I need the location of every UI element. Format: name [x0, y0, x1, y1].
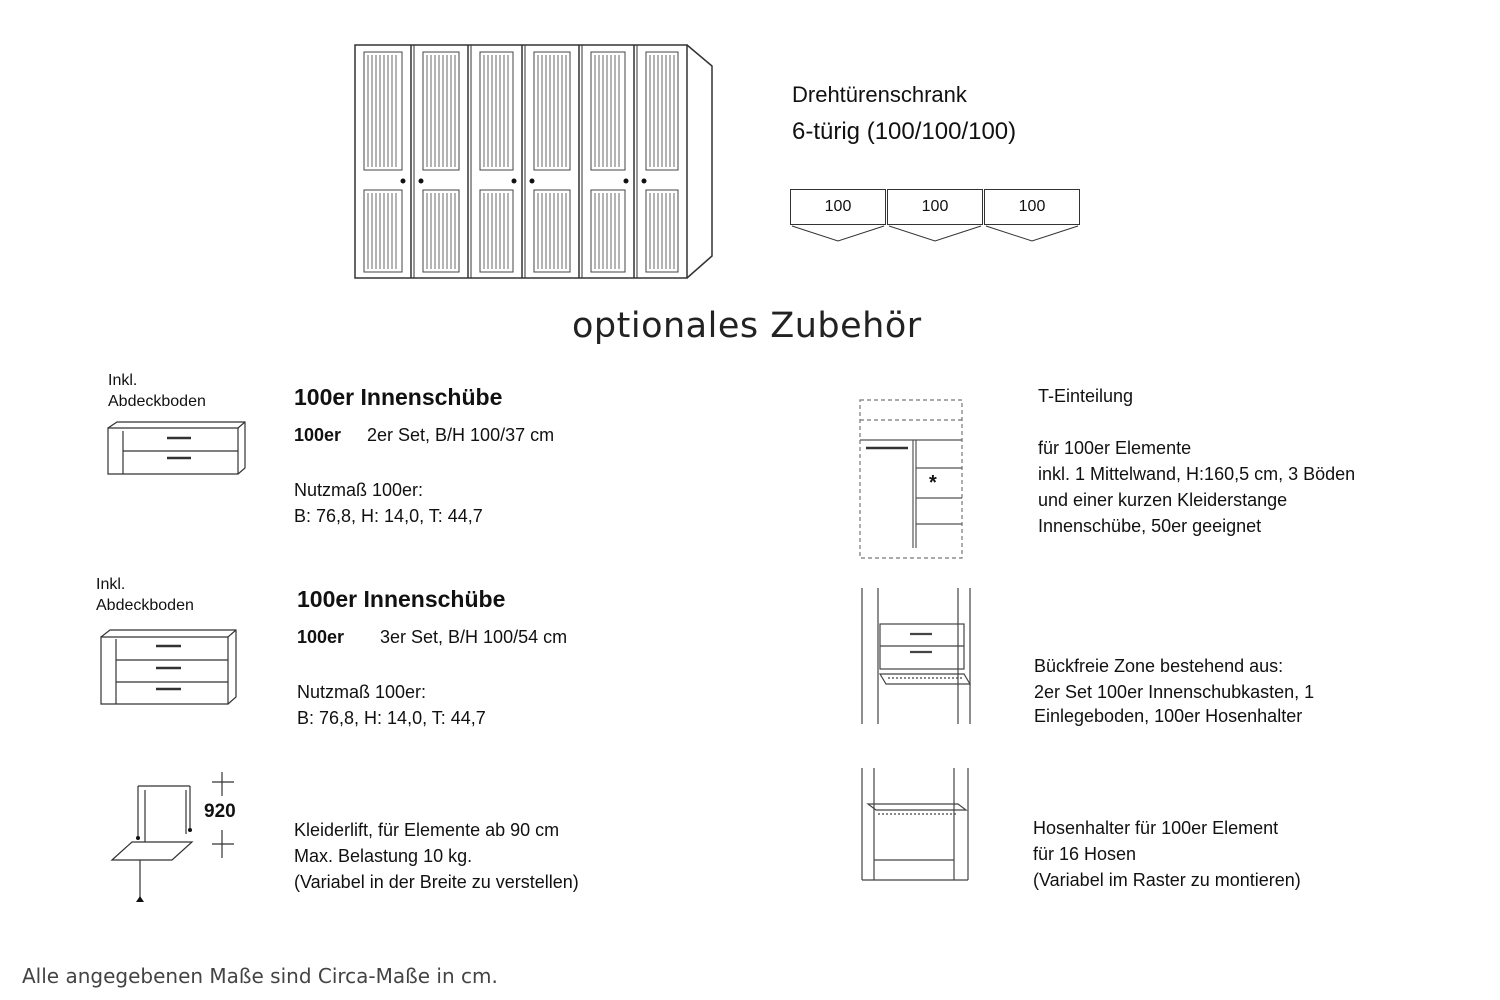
lift-line-2: Max. Belastung 10 kg. — [294, 846, 473, 866]
product-name: Drehtürenschrank — [792, 82, 967, 107]
t-division-line-1: für 100er Elemente — [1038, 438, 1192, 458]
footer-note: Alle angegebenen Maße sind Circa-Maße in cm. — [22, 964, 498, 988]
t-division-line-3: und einer kurzen Kleiderstange — [1038, 490, 1288, 510]
stoop-free-line-1: Bückfreie Zone bestehend aus: — [1034, 656, 1284, 676]
t-division-line-2: inkl. 1 Mittelwand, H:160,5 cm, 3 Böden — [1038, 464, 1356, 484]
stoop-free-line-2: 2er Set 100er Innenschubkasten, 1 — [1034, 682, 1315, 702]
image-label-cover: Abdeckboden — [96, 597, 194, 614]
t-division-title: T-Einteilung — [1038, 386, 1134, 406]
accessory-2-code: 100er — [297, 627, 345, 647]
t-division-marker: * — [929, 472, 937, 494]
accessory-2-title: 100er Innenschübe — [297, 586, 506, 612]
drawer-set-3-illustration — [98, 628, 248, 708]
lift-line-1: Kleiderlift, für Elemente ab 90 cm — [294, 820, 560, 840]
accessory-2-usable-label: Nutzmaß 100er: — [297, 682, 427, 702]
trouser-holder-line-3: (Variabel im Raster zu montieren) — [1033, 870, 1301, 890]
product-variant: 6-türig (100/100/100) — [792, 118, 1017, 145]
clothes-lift-illustration — [100, 768, 250, 908]
element-width-3: 100 — [984, 189, 1080, 225]
image-label-incl: Inkl. — [108, 372, 138, 389]
drawer-set-2-illustration — [105, 420, 255, 480]
image-label-incl: Inkl. — [96, 576, 126, 593]
accessory-1-code: 100er — [294, 425, 342, 445]
trouser-holder-illustration — [858, 766, 978, 886]
lift-dimension: 920 — [204, 801, 236, 822]
accessory-2-usable-dims: B: 76,8, H: 14,0, T: 44,7 — [297, 708, 486, 728]
t-division-line-4: Innenschübe, 50er geeignet — [1038, 516, 1262, 536]
section-title: optionales Zubehör — [572, 306, 922, 346]
lift-line-3: (Variabel in der Breite zu verstellen) — [294, 872, 579, 892]
door-swing-lines — [790, 224, 1090, 254]
accessory-1-set: 2er Set, B/H 100/37 cm — [367, 425, 555, 445]
wardrobe-drawing — [350, 42, 720, 282]
stoop-free-line-3: Einlegeboden, 100er Hosenhalter — [1034, 706, 1303, 726]
stoop-free-zone-illustration — [858, 586, 978, 726]
accessory-1-usable-label: Nutzmaß 100er: — [294, 480, 424, 500]
t-division-illustration — [858, 398, 968, 563]
accessory-1-usable-dims: B: 76,8, H: 14,0, T: 44,7 — [294, 506, 483, 526]
trouser-holder-line-2: für 16 Hosen — [1033, 844, 1137, 864]
accessory-1-title: 100er Innenschübe — [294, 384, 503, 410]
element-width-2: 100 — [887, 189, 983, 225]
trouser-holder-line-1: Hosenhalter für 100er Element — [1033, 818, 1279, 838]
accessory-2-set: 3er Set, B/H 100/54 cm — [380, 627, 568, 647]
element-width-1: 100 — [790, 189, 886, 225]
image-label-cover: Abdeckboden — [108, 393, 206, 410]
